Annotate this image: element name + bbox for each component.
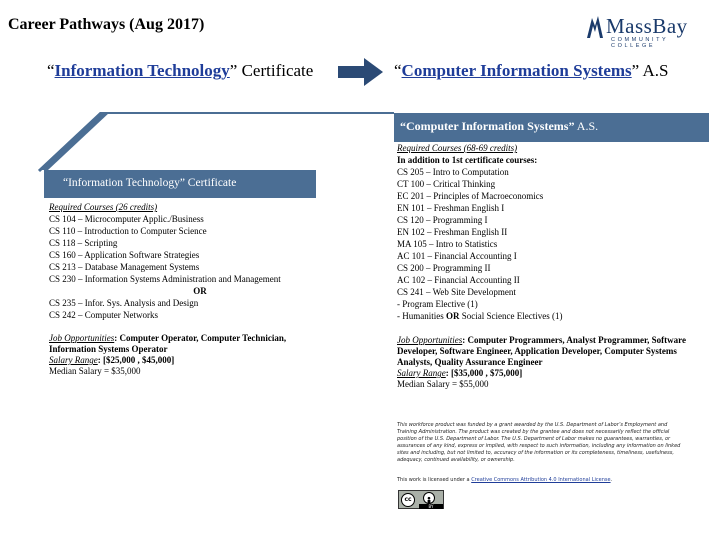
or-separator: OR bbox=[193, 286, 207, 296]
computer-information-systems-link[interactable]: Computer Information Systems bbox=[401, 61, 632, 80]
cis-courses-list bbox=[397, 142, 709, 322]
course-item: - Program Elective (1) bbox=[397, 299, 478, 309]
humanities-or: OR bbox=[446, 311, 460, 321]
license-note bbox=[397, 477, 687, 483]
course-item: CS 160 – Application Software Strategies bbox=[49, 250, 200, 260]
job-opportunities-value: : Computer Operator, Computer Technician, Information Systems Operator bbox=[49, 333, 287, 354]
cc-license-link[interactable]: Creative Commons Attribution 4.0 International License bbox=[471, 477, 611, 483]
course-item: CS 241 – Web Site Development bbox=[397, 287, 516, 297]
it-salary-range bbox=[49, 355, 325, 366]
pathway-from bbox=[47, 61, 313, 81]
it-courses-list bbox=[49, 201, 311, 321]
it-courses-heading: Required Courses (26 credits) bbox=[49, 202, 158, 212]
cis-job-info bbox=[397, 335, 709, 390]
course-item: MA 105 – Intro to Statistics bbox=[397, 239, 498, 249]
it-job-opportunities bbox=[49, 333, 325, 355]
cis-header-tail: A.S. bbox=[574, 119, 599, 133]
course-item: CS 213 – Database Management Systems bbox=[49, 262, 200, 272]
course-item: AC 101 – Financial Accounting I bbox=[397, 251, 517, 261]
massbay-logo bbox=[584, 10, 716, 49]
license-suffix: . bbox=[610, 477, 613, 483]
salary-range-label: Salary Range bbox=[397, 368, 446, 378]
course-item: CS 205 – Intro to Computation bbox=[397, 167, 509, 177]
course-item: CS 200 – Programming II bbox=[397, 263, 491, 273]
logo-name: MassBay bbox=[606, 14, 688, 38]
course-item: CS 242 – Computer Networks bbox=[49, 310, 158, 320]
course-item: CS 235 – Infor. Sys. Analysis and Design bbox=[49, 298, 199, 308]
humanities-elective bbox=[397, 310, 709, 322]
course-item: CS 118 – Scripting bbox=[49, 238, 118, 248]
salary-range-value: : [$35,000 , $75,000] bbox=[445, 368, 523, 378]
by-label: BY bbox=[419, 504, 443, 509]
salary-range-value: : [$25,000 , $45,000] bbox=[97, 355, 175, 365]
right-arrow-icon bbox=[338, 57, 384, 87]
job-opportunities-label: Job Opportunities bbox=[49, 333, 115, 343]
salary-range-label: Salary Range bbox=[49, 355, 98, 365]
it-median-salary: Median Salary = $35,000 bbox=[49, 366, 141, 376]
it-job-info bbox=[49, 333, 325, 377]
quote-open: “ bbox=[394, 61, 402, 80]
cis-as-header bbox=[394, 113, 709, 142]
cis-job-opportunities bbox=[397, 335, 709, 368]
job-opportunities-value: : Computer Programmers, Analyst Programmer, Software Developer, Software Engineer, Application Developer, Computer Systems Analysts, Quality Assurance Engineer bbox=[397, 335, 686, 367]
cis-median-salary: Median Salary = $55,000 bbox=[397, 379, 489, 389]
logo-subtitle: COMMUNITY COLLEGE bbox=[611, 37, 669, 49]
course-item: CS 230 – Information Systems Administration and Management bbox=[49, 274, 281, 284]
pathway-from-suffix: ” Certificate bbox=[229, 61, 314, 80]
it-certificate-header: “Information Technology” Certificate bbox=[44, 170, 316, 198]
page-title: Career Pathways (Aug 2017) bbox=[8, 16, 205, 33]
cis-header-lead: “Computer Information Systems” bbox=[400, 119, 575, 133]
massbay-logo-icon bbox=[584, 12, 606, 40]
humanities-suffix: Social Science Electives (1) bbox=[459, 311, 563, 321]
cis-salary-range bbox=[397, 368, 709, 379]
job-opportunities-label: Job Opportunities bbox=[397, 335, 463, 345]
person-icon bbox=[423, 492, 435, 504]
course-item: CS 120 – Programming I bbox=[397, 215, 488, 225]
license-prefix: This work is licensed under a bbox=[397, 477, 472, 483]
cis-courses-heading: Required Courses (68-69 credits) bbox=[397, 143, 518, 153]
addition-note: In addition to 1st certificate courses: bbox=[397, 155, 538, 165]
course-item: EC 201 – Principles of Macroeconomics bbox=[397, 191, 544, 201]
course-item: EN 101 – Freshman English I bbox=[397, 203, 505, 213]
step-up-arrow bbox=[38, 108, 398, 178]
course-item: CS 104 – Microcomputer Applic./Business bbox=[49, 214, 204, 224]
cc-by-badge[interactable] bbox=[398, 490, 444, 509]
humanities-prefix: - Humanities bbox=[397, 311, 446, 321]
pathway-to-suffix: ” A.S bbox=[631, 61, 669, 80]
course-item: EN 102 – Freshman English II bbox=[397, 227, 508, 237]
course-item: CT 100 – Critical Thinking bbox=[397, 179, 496, 189]
course-item: AC 102 – Financial Accounting II bbox=[397, 275, 520, 285]
quote-open: “ bbox=[47, 61, 55, 80]
course-item: CS 110 – Introduction to Computer Science bbox=[49, 226, 207, 236]
cc-icon: cc bbox=[401, 493, 415, 507]
dol-disclaimer: This workforce product was funded by a grant awarded by the U.S. Department of Labor’s Employment and Training Administration. The product was created by the grantee and does not necessarily reflect the official position of the U.S. Department of Labor. The U.S. Department of Labor makes no guarantees, warranties, or assurances of any kind, express or implied, with respect to such information, including any information on linked sites and including, but not limited to, accuracy of the information or its completeness, timeliness, usefulness, adequacy, continued availability, or ownership. bbox=[397, 422, 681, 463]
pathway-to bbox=[394, 61, 669, 81]
information-technology-link[interactable]: Information Technology bbox=[54, 61, 230, 80]
